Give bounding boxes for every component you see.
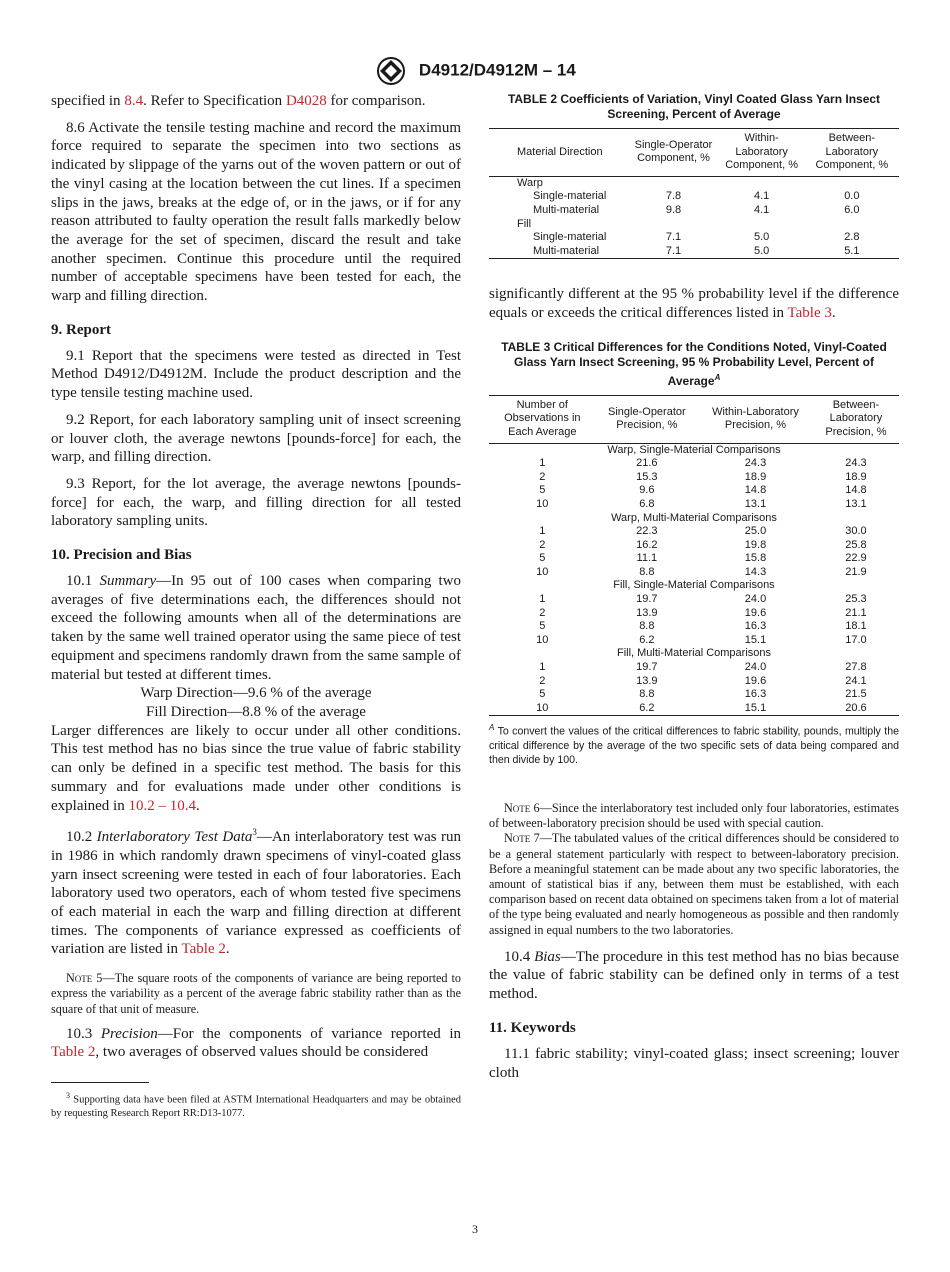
page-number: 3	[472, 1222, 478, 1236]
table-3-cell: 1	[539, 525, 546, 538]
table-3-cell: 27.8	[845, 661, 867, 674]
table-3-cell: 24.0	[744, 593, 767, 606]
table-3-cell: 22.9	[845, 552, 867, 565]
table-3-cell: 2	[539, 606, 546, 619]
table-2-group-row	[489, 218, 899, 232]
heading-keywords: 11. Keywords	[489, 1019, 576, 1036]
table-2-group-label: Warp	[517, 176, 543, 189]
table-3-cell: 14.8	[744, 484, 767, 497]
paragraph-10-2: 10.2 Interlaboratory Test Data$^3$—An interlaboratory test was run in 1986 in which randomly drawn specimens of vinyl-coated glass yarn insect screening were tested in each of four laboratories. Each laboratory used two operators, each of whom tested five specimens of each material in each the warp and filling direction at different times. The components of variance expressed as coefficients of variation are listed in Table 2.	[51, 827, 461, 958]
table-3-cell: 15.1	[744, 633, 767, 646]
table-3-cell: 5	[539, 552, 546, 565]
table-3-row	[489, 539, 899, 553]
table-2-row	[489, 204, 899, 218]
table-3-cell: 8.8	[639, 565, 655, 578]
table-3-cell: 24.3	[845, 457, 867, 470]
table-3-row	[489, 675, 899, 689]
table-3-cell: 21.6	[636, 457, 658, 470]
table-2-cell: Single-material	[533, 190, 607, 203]
table-3-cell: 16.2	[636, 538, 658, 551]
table-3-row	[489, 552, 899, 566]
table-3-cell: 24.1	[845, 674, 867, 687]
table-2-row	[489, 190, 899, 204]
table-3-cell: 8.8	[639, 688, 655, 701]
footnote-rule	[51, 1082, 149, 1083]
document-code: D4912/D4912M – 14	[418, 60, 576, 80]
table-3-cell: 20.6	[813, 702, 899, 716]
table-2-cell: 4.1	[753, 203, 770, 216]
table-3-cell: 11.1	[636, 552, 658, 565]
table-2-body	[489, 176, 899, 259]
table-3-cell: 25.0	[744, 525, 767, 538]
table-3-cell: 2	[539, 538, 546, 551]
table-2-row	[489, 245, 899, 259]
table-3-cell: 10	[536, 633, 549, 646]
table-3-cell: 13.1	[744, 497, 767, 510]
table-3-row	[489, 498, 899, 512]
table-3-cell: 6.2	[596, 702, 699, 716]
heading-report: 9. Report	[51, 321, 111, 338]
table-2-cell: 2.8	[844, 231, 860, 244]
table-3-cell: 1	[539, 593, 546, 606]
table-3-cell: 19.6	[744, 606, 767, 619]
table-3-cell: 15.3	[636, 470, 658, 483]
table-3-row	[489, 566, 899, 580]
table-3-cell: 21.5	[845, 688, 867, 701]
page-header	[0, 56, 950, 86]
table-3-cell: 21.1	[845, 606, 867, 619]
table-2-header: Material Direction	[489, 129, 628, 177]
table-3-group-row	[489, 443, 899, 457]
table-2-cell: Multi-material	[489, 245, 628, 259]
table-3-cell: 30.0	[845, 525, 867, 538]
table-3	[489, 395, 899, 717]
table-3-cell: 8.8	[639, 620, 655, 633]
table-3-cell: 2	[539, 674, 546, 687]
table-2-cell: 7.1	[628, 245, 718, 259]
table-2-cell: 7.1	[665, 231, 682, 244]
warp-direction-line: Warp Direction—9.6 % of the average	[140, 685, 372, 702]
table-3-cell: 10	[536, 497, 549, 510]
table-3-row	[489, 593, 899, 607]
table-3-cell: 21.9	[845, 565, 867, 578]
table-3-cell: 10	[536, 565, 549, 578]
table-3-cell: 16.3	[744, 688, 767, 701]
table-3-body	[489, 443, 899, 716]
table-3-row	[489, 484, 899, 498]
table-2	[489, 128, 899, 259]
table-2-cell: 5.0	[719, 245, 805, 259]
table-3-cell: 25.8	[845, 538, 867, 551]
paragraph-8-6: 8.6 Activate the tensile testing machine and record the maximum force required to separate the specimen into two sections as indicated by slippage of the yarns out of the woven pattern or out of the vinyl casing at the location between the cut lines. If a specimen slips in the jaws, breaks at the edge of, or in the jaws, or if for any reason attributed to faulty operation the result falls markedly below the average for the set of specimen, discard the result and take another specimen. Continue this procedure until the required number of acceptable specimens have been tested for each, the warp and filling direction.	[51, 119, 461, 305]
table-3-cell: 19.8	[744, 538, 767, 551]
table-3-cell: 22.3	[636, 525, 658, 538]
table-2-cell: 0.0	[844, 190, 860, 203]
table-2-header: Within-Laboratory Component, %	[719, 129, 805, 177]
table-3-cell: 15.8	[744, 552, 767, 565]
left-column	[51, 92, 461, 1121]
paragraph-9-1: 9.1 Report that the specimens were tested as directed in Test Method D4912/D4912M. Include the product description and the type tensile testing machine used.	[51, 347, 461, 402]
table-3-header: Single-Operator Precision, %	[596, 395, 699, 443]
table-2-cell: 5.1	[805, 245, 899, 259]
table-2-group-label: Fill	[517, 217, 532, 230]
table-3-cell: 2	[539, 470, 546, 483]
paragraph-10-4: 10.4 Bias—The procedure in this test method has no bias because the value of fabric stability can be defined only in terms of a test method.	[489, 948, 900, 1003]
fill-direction-line: Fill Direction—8.8 % of the average	[146, 703, 366, 720]
table-3-cell: 13.1	[845, 497, 867, 510]
table-3-cell: 1	[539, 661, 546, 674]
heading-precision-bias: 10. Precision and Bias	[51, 547, 192, 564]
table-3-group-row	[489, 579, 899, 593]
table-3-row	[489, 525, 899, 539]
table-3-row	[489, 620, 899, 634]
table-2-cell: 6.0	[844, 203, 860, 216]
table-3-cell: 14.3	[744, 565, 767, 578]
table-2-row	[489, 231, 899, 245]
note-6: Note 6—Since the interlaboratory test included only four laboratories, estimates of between-laboratory precision should be used with special caution.	[489, 800, 899, 831]
table-3-group-label: Fill, Single-Material Comparisons	[613, 579, 775, 592]
table-2-group-row	[489, 176, 899, 190]
table-3-group-label: Warp, Multi-Material Comparisons	[611, 511, 777, 524]
table-3-group-label: Fill, Multi-Material Comparisons	[616, 647, 772, 660]
table-2-header: Single-Operator Component, %	[628, 129, 718, 177]
paragraph-continued: specified in 8.4. Refer to Specification D4028 for comparison.	[51, 93, 426, 109]
table-3-row	[489, 634, 899, 648]
paragraph-9-3: 9.3 Report, for the lot average, the average newtons [pounds-force] for each, the warp, and filling direction for all tested laboratory sampling units.	[51, 475, 461, 530]
table-3-cell: 24.3	[744, 457, 767, 470]
table-3-group-label: Warp, Single-Material Comparisons	[607, 443, 781, 456]
paragraph-10-1: 10.1 Summary—In 95 out of 100 cases when comparing two averages of five determinations each, the differences should not exceed the following amounts when all of the determinations are taken by the same well trained operator using the same piece of test equipment and specimens randomly drawn from the same sample of material but tested at different times.	[51, 573, 461, 683]
astm-logo-icon	[374, 56, 408, 86]
table-3-row	[489, 688, 899, 702]
paragraph-10-3: 10.3 Precision—For the components of variance reported in Table 2, two averages of observed values should be considered	[51, 1025, 461, 1061]
table-3-group-row	[489, 647, 899, 661]
table-3-cell: 25.3	[845, 593, 867, 606]
table-3-header: Number of Observations in Each Average	[489, 395, 596, 443]
link-table-2[interactable]: Table 2	[181, 941, 226, 958]
table-3-caption: TABLE 3 Critical Differences for the Conditions Noted, Vinyl-Coated Glass Yarn Insect Screening, 95 % Probability Level, Percent of Average$^A$	[501, 339, 887, 388]
table-3-header: Within-Laboratory Precision, %	[698, 395, 813, 443]
paragraph-11-1: 11.1 fabric stability; vinyl-coated glass; insect screening; louver cloth	[489, 1045, 899, 1081]
table-3-cell: 13.9	[636, 674, 658, 687]
table-3-cell: 5	[539, 620, 546, 633]
table-3-row	[489, 702, 899, 716]
link-10-2-10-4[interactable]: 10.2 – 10.4	[128, 797, 196, 814]
table-2-caption: TABLE 2 Coefficients of Variation, Vinyl Coated Glass Yarn Insect Screening, Percent of Average	[507, 92, 881, 121]
table-2-cell: Multi-material	[533, 203, 600, 216]
table-3-cell: 18.1	[845, 620, 867, 633]
table-3-cell: 10	[489, 702, 596, 716]
table-3-row	[489, 457, 899, 471]
table-3-cell: 18.9	[845, 470, 867, 483]
right-column	[489, 92, 899, 1082]
table-3-cell: 5	[539, 484, 546, 497]
table-3-cell: 1	[539, 457, 546, 470]
paragraph-9-2: 9.2 Report, for each laboratory sampling unit of insect screening or louver cloth, the average newtons [pounds-force] for each, the warp, and filling direction.	[51, 411, 461, 466]
table-3-cell: 19.7	[636, 593, 658, 606]
table-3-cell: 15.1	[698, 702, 813, 716]
link-table-2b[interactable]: Table 2	[51, 1044, 96, 1061]
table-2-cell: 4.1	[753, 190, 770, 203]
note-5: Note 5—The square roots of the components of variance are being reported to express the variability as a percent of the average fabric stability rather than as the square of that unit of measure.	[51, 971, 461, 1016]
footnote-3: $^3$ Supporting data have been filed at ASTM International Headquarters and may be obtained by requesting Research Report RR:D13-1077.	[51, 1091, 461, 1120]
table-3-cell: 18.9	[744, 470, 767, 483]
table-3-row	[489, 661, 899, 675]
table-3-row	[489, 471, 899, 485]
table-2-cell: 5.0	[753, 231, 770, 244]
paragraph-larger-differences: Larger differences are likely to occur under all other conditions. This test method has no bias since the true value of fabric stability can only be defined in a specific test method. The basis for this summary and for evaluations made under other conditions is explained in 10.2 – 10.4.	[51, 722, 461, 814]
table-3-cell: 6.2	[639, 633, 655, 646]
table-3-cell: 19.7	[636, 661, 658, 674]
table-2-header: Between-Laboratory Component, %	[805, 129, 899, 177]
table-3-cell: 6.8	[639, 497, 655, 510]
link-section-8-4[interactable]: 8.4	[124, 93, 144, 109]
table-2-cell: 9.8	[665, 203, 682, 216]
note-7: Note 7—The tabulated values of the critical differences should be considered to be a general statement particularly with respect to between-laboratory precision. Before a meaningful statement can be made about any two specific laboratories, the amount of statistical bias if any, between them must be established, with each comparison based on recent data obtained on specimens taken from a lot of material of the type being evaluated and nearly homogeneous as possible and then randomly assigned in equal numbers to the two laboratories.	[489, 831, 899, 937]
table-3-cell: 13.9	[636, 606, 658, 619]
table-3-cell: 24.0	[744, 661, 767, 674]
link-table-3[interactable]: Table 3	[787, 305, 832, 322]
table-3-cell: 9.6	[639, 484, 655, 497]
table-3-cell: 5	[539, 688, 546, 701]
table-2-cell: 7.8	[665, 190, 682, 203]
table-3-header: Between-Laboratory Precision, %	[813, 395, 899, 443]
table-3-cell: 16.3	[744, 620, 767, 633]
table-2-cell: Single-material	[533, 231, 607, 244]
table-3-cell: 14.8	[845, 484, 867, 497]
table-3-row	[489, 607, 899, 621]
table-3-cell: 19.6	[744, 674, 767, 687]
table-3-group-row	[489, 512, 899, 526]
table-3-cell: 17.0	[845, 633, 867, 646]
table-3-footnote: $^A$ To convert the values of the critical differences to fabric stability, pounds, multiply the critical difference by the average of the two specific sets of data being compared and then divide by 100.	[489, 723, 899, 766]
paragraph-significantly-different: significantly different at the 95 % probability level if the difference equals or exceeds the critical differences listed in Table 3.	[489, 286, 899, 322]
link-d4028[interactable]: D4028	[285, 93, 327, 109]
